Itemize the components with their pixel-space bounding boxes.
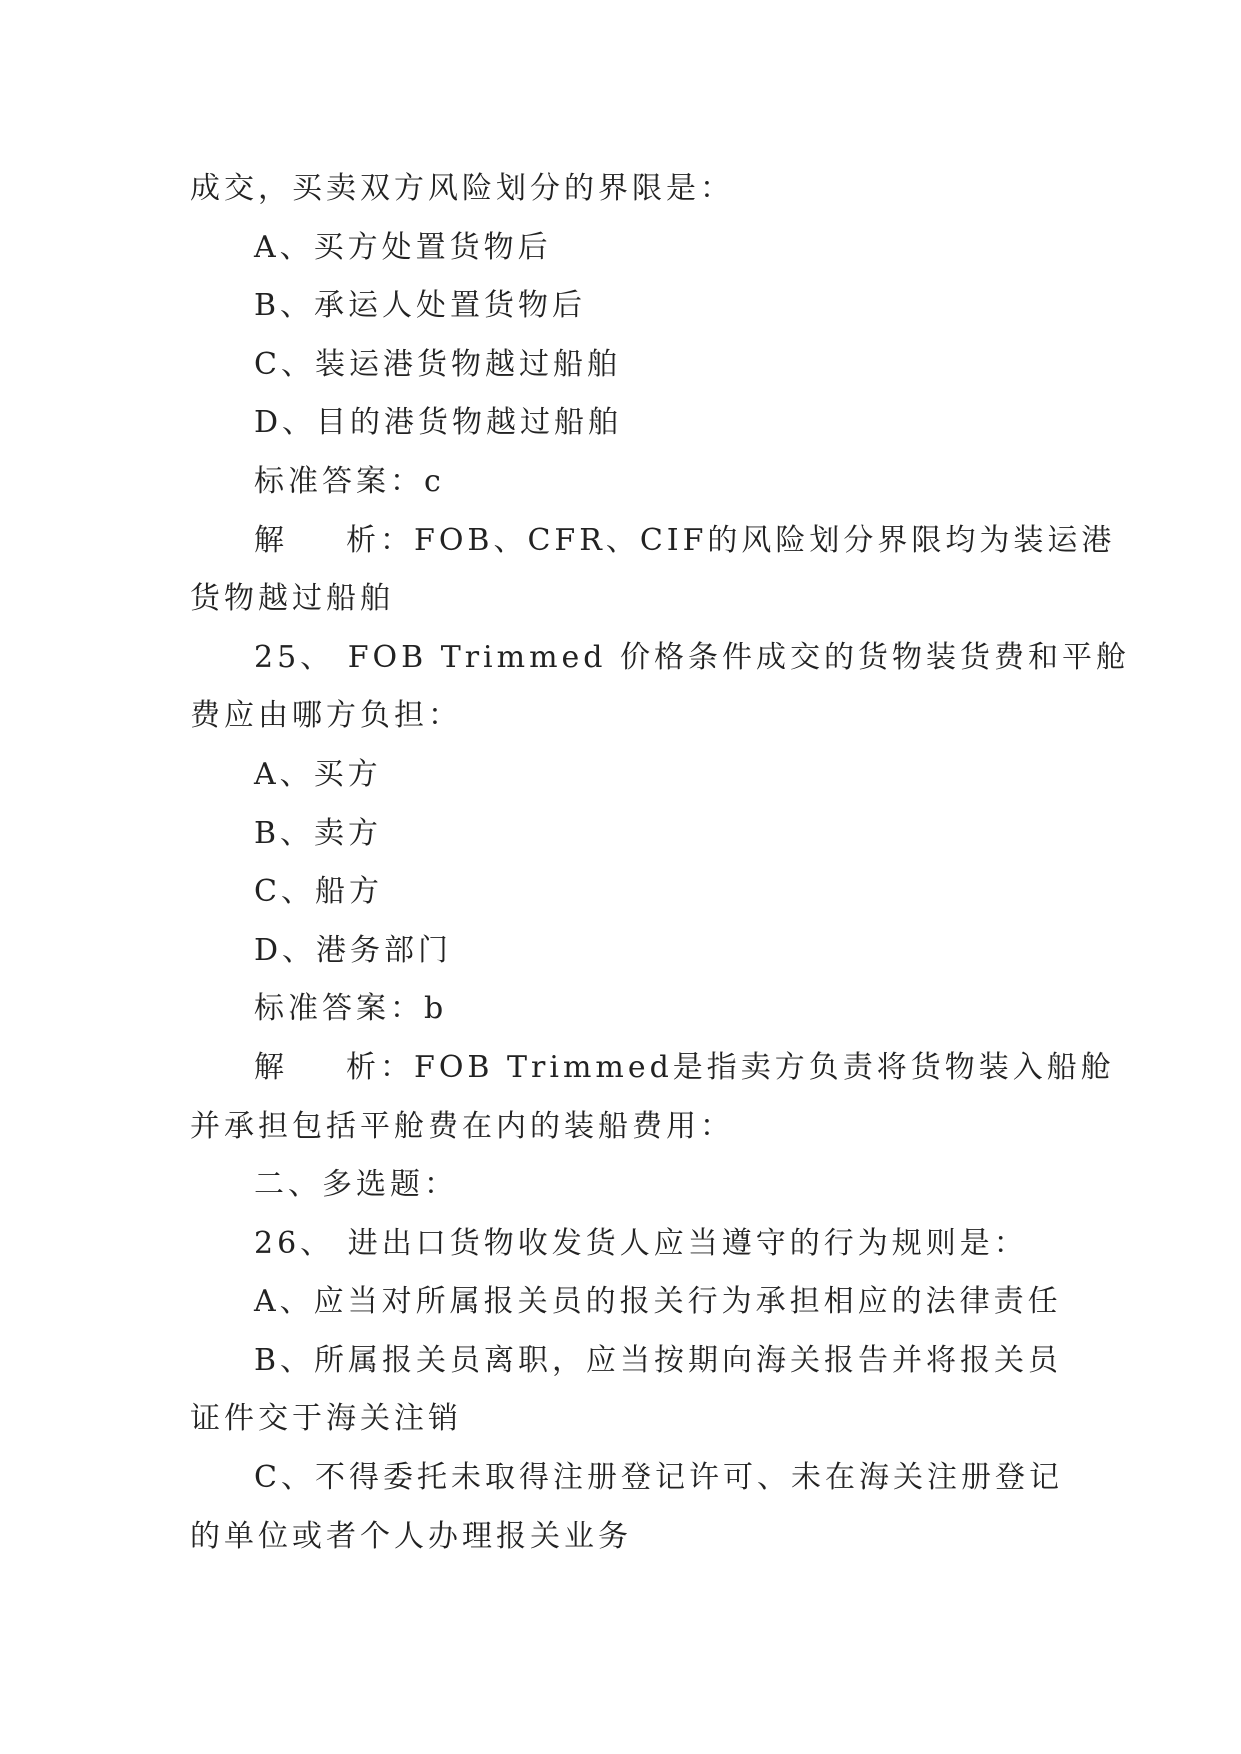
q25-analysis-continued: 并承担包括平舱费在内的装船费用： [190,1108,734,1144]
q25-analysis-label-2: 析： [346,1049,414,1085]
q25-analysis-label-1: 解 [254,1049,288,1085]
q25-analysis [190,1039,1115,1098]
q24-answer: 标准答案：c [254,463,445,499]
section-heading: 二、多选题： [254,1167,458,1203]
q24-option-c: C、装运港货物越过船舶 [254,346,621,382]
q25-option-c: C、船方 [254,874,383,910]
q24-option-b: B、承运人处置货物后 [254,288,587,324]
q24-option-a: A、买方处置货物后 [254,229,552,265]
q26-option-c-continued: 的单位或者个人办理报关业务 [190,1518,632,1554]
q26-option-b: B、所属报关员离职，应当按期向海关报告并将报关员 [254,1342,1063,1378]
q26-option-a: A、应当对所属报关员的报关行为承担相应的法律责任 [254,1284,1062,1320]
q25-option-a: A、买方 [254,756,382,792]
q25-option-b: B、卖方 [254,815,383,851]
q24-analysis-continued: 货物越过船舶 [190,581,394,617]
q24-question-tail: 成交，买卖双方风险划分的界限是： [190,171,734,206]
q26-option-b-continued: 证件交于海关注销 [190,1401,462,1437]
q25-question-continued: 费应由哪方负担： [190,698,462,734]
q25-answer: 标准答案：b [254,991,448,1027]
q24-option-d: D、目的港货物越过船舶 [254,405,623,441]
q25-question: 25、 FOB Trimmed 价格条件成交的货物装货费和平舱 [254,639,1131,675]
q24-analysis-text: FOB、CFR、CIF的风险划分界限均为装运港 [414,522,1116,558]
q26-option-c: C、不得委托未取得注册登记许可、未在海关注册登记 [254,1460,1063,1496]
q25-option-d: D、港务部门 [254,932,453,968]
q25-analysis-text: FOB Trimmed是指卖方负责将货物装入船舱 [414,1049,1115,1085]
q26-question: 26、 进出口货物收发货人应当遵守的行为规则是： [254,1225,1028,1261]
document-body [190,160,1131,1566]
q24-analysis-label-2: 析： [346,522,414,558]
q24-analysis [190,512,1116,571]
q24-analysis-label-1: 解 [254,522,288,558]
